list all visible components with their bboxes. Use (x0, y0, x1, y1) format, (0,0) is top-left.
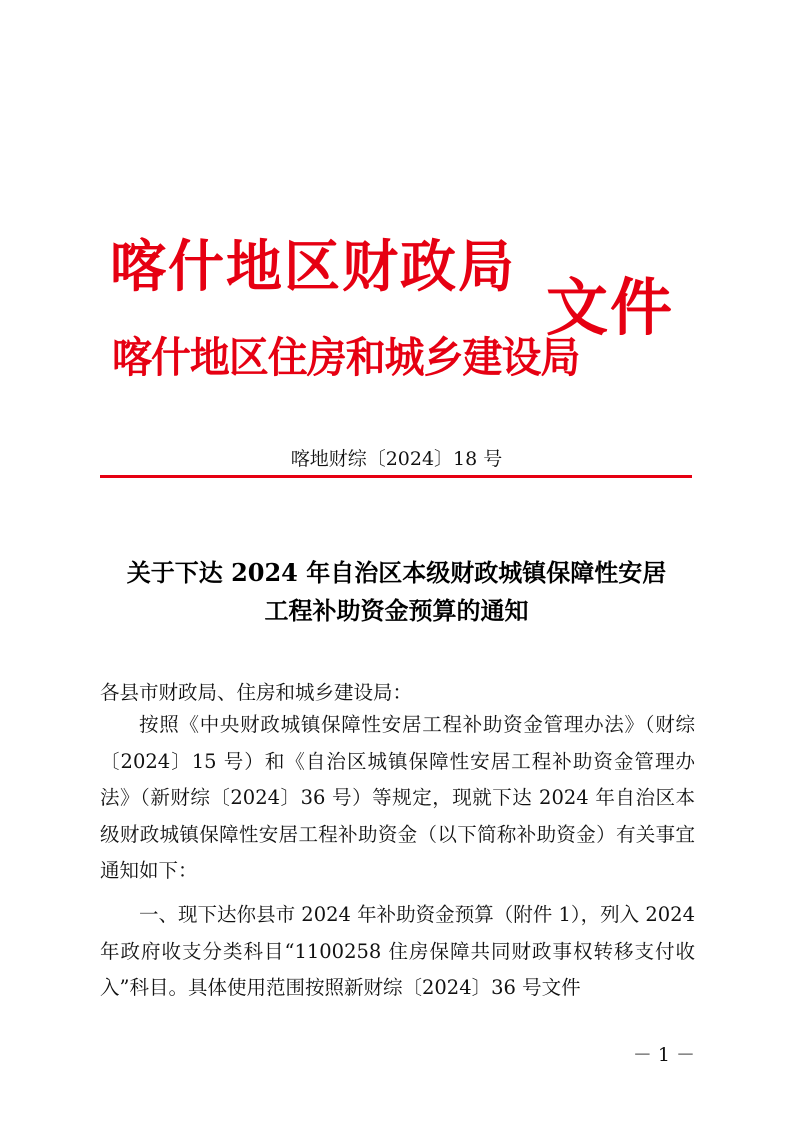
page-number: － 1 － (632, 1044, 695, 1066)
salutation: 各县市财政局、住房和城乡建设局： (100, 681, 413, 704)
notice-title (60, 554, 733, 630)
body-paragraph-2: 一、现下达你县市 2024 年补助资金预算（附件 1），列入 2024 年政府收支分类科目“1100258 住房保障共同财政事权转移支付收入”科目。具体使用范围按照新财综〔2024〕36 号文件 (100, 903, 695, 999)
issuer-name-housing-bureau: 喀什地区住房和城乡建设局 (112, 333, 580, 382)
document-label: 文件 (546, 271, 675, 344)
notice-title-line-2: 工程补助资金预算的通知 (264, 596, 529, 625)
document-number: 喀地财综〔2024〕18 号 (290, 448, 503, 470)
red-divider-line (100, 475, 692, 478)
notice-title-line-1: 关于下达 2024 年自治区本级财政城镇保障性安居 (126, 558, 667, 587)
issuer-name-finance-bureau: 喀什地区财政局 (110, 235, 516, 300)
body-paragraph-1: 按照《中央财政城镇保障性安居工程补助资金管理办法》（财综〔2024〕15 号）和《自治区城镇保障性安居工程补助资金管理办法》（新财综〔2024〕36 号）等规定，现就下达 2024 年自治区本级财政城镇保障性安居工程补助资金（以下简称补助资金）有关事宜通知如下： (100, 713, 695, 882)
